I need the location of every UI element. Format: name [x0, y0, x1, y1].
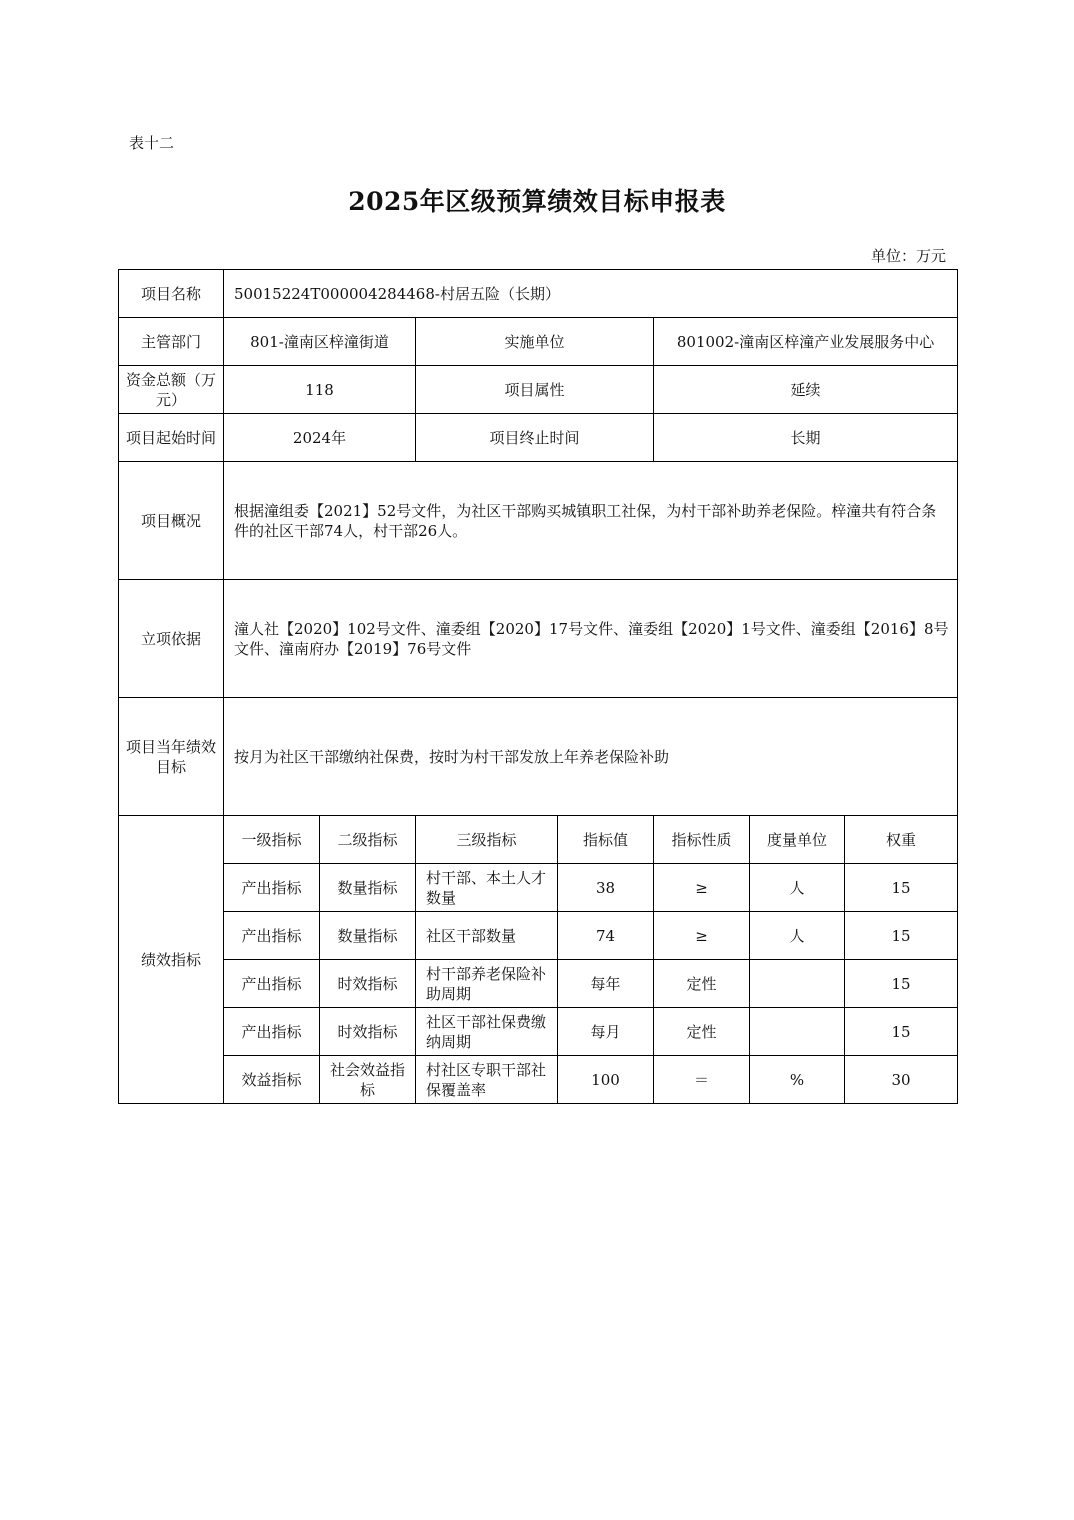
row-overview	[119, 462, 958, 580]
row-basis	[119, 580, 958, 698]
overview-label: 项目概况	[119, 462, 224, 580]
goal-text: 按月为社区干部缴纳社保费，按时为村干部发放上年养老保险补助	[224, 698, 958, 816]
header-cell: 指标值	[558, 816, 654, 864]
impl-value: 801002-潼南区梓潼产业发展服务中心	[654, 318, 958, 366]
weight-cell: 15	[845, 960, 958, 1008]
level1-cell: 产出指标	[224, 960, 320, 1008]
value-cell: 38	[558, 864, 654, 912]
start-value: 2024年	[224, 414, 416, 462]
end-label: 项目终止时间	[416, 414, 654, 462]
nature-cell: 定性	[654, 1008, 750, 1056]
level2-cell: 数量指标	[320, 864, 416, 912]
row-time	[119, 414, 958, 462]
level2-cell: 时效指标	[320, 960, 416, 1008]
fund-label: 资金总额（万元）	[119, 366, 224, 414]
unit-cell	[750, 1008, 845, 1056]
table-row	[119, 1008, 958, 1056]
weight-cell: 15	[845, 864, 958, 912]
table-row	[119, 864, 958, 912]
end-value: 长期	[654, 414, 958, 462]
level1-cell: 产出指标	[224, 912, 320, 960]
page-label: 表十二	[129, 134, 175, 152]
start-label: 项目起始时间	[119, 414, 224, 462]
value-cell: 每年	[558, 960, 654, 1008]
header-cell: 权重	[845, 816, 958, 864]
level1-cell: 产出指标	[224, 864, 320, 912]
weight-cell: 30	[845, 1056, 958, 1104]
nature-cell: ＝	[654, 1056, 750, 1104]
value-cell: 74	[558, 912, 654, 960]
weight-cell: 15	[845, 1008, 958, 1056]
header-cell: 度量单位	[750, 816, 845, 864]
header-cell: 指标性质	[654, 816, 750, 864]
indicators-section-label: 绩效指标	[119, 816, 224, 1104]
dept-value: 801-潼南区梓潼街道	[224, 318, 416, 366]
fund-value: 118	[224, 366, 416, 414]
indicator-header-row	[119, 816, 958, 864]
row-project-name	[119, 270, 958, 318]
level2-cell: 时效指标	[320, 1008, 416, 1056]
unit-cell: 人	[750, 912, 845, 960]
page-title: 2025年区级预算绩效目标申报表	[348, 187, 726, 216]
project-name-label: 项目名称	[119, 270, 224, 318]
level3-cell: 社区干部社保费缴纳周期	[416, 1008, 558, 1056]
header-cell: 二级指标	[320, 816, 416, 864]
nature-cell: ≥	[654, 864, 750, 912]
budget-form-table	[118, 269, 958, 1104]
level2-cell: 社会效益指标	[320, 1056, 416, 1104]
header-cell: 一级指标	[224, 816, 320, 864]
level3-cell: 村社区专职干部社保覆盖率	[416, 1056, 558, 1104]
row-goal	[119, 698, 958, 816]
nature-cell: ≥	[654, 912, 750, 960]
level3-cell: 社区干部数量	[416, 912, 558, 960]
goal-label: 项目当年绩效目标	[119, 698, 224, 816]
header-cell: 三级指标	[416, 816, 558, 864]
nature-cell: 定性	[654, 960, 750, 1008]
level2-cell: 数量指标	[320, 912, 416, 960]
unit-cell: 人	[750, 864, 845, 912]
row-department	[119, 318, 958, 366]
level1-cell: 产出指标	[224, 1008, 320, 1056]
row-fund	[119, 366, 958, 414]
level3-cell: 村干部养老保险补助周期	[416, 960, 558, 1008]
table-row	[119, 960, 958, 1008]
impl-label: 实施单位	[416, 318, 654, 366]
table-row	[119, 912, 958, 960]
table-row	[119, 1056, 958, 1104]
basis-label: 立项依据	[119, 580, 224, 698]
basis-text: 潼人社【2020】102号文件、潼委组【2020】17号文件、潼委组【2020】1号文件、潼委组【2016】8号文件、潼南府办【2019】76号文件	[224, 580, 958, 698]
attr-label: 项目属性	[416, 366, 654, 414]
dept-label: 主管部门	[119, 318, 224, 366]
value-cell: 100	[558, 1056, 654, 1104]
unit-cell: %	[750, 1056, 845, 1104]
unit-note: 单位：万元	[870, 247, 946, 265]
project-name-value: 50015224T000004284468-村居五险（长期）	[224, 270, 958, 318]
level1-cell: 效益指标	[224, 1056, 320, 1104]
weight-cell: 15	[845, 912, 958, 960]
attr-value: 延续	[654, 366, 958, 414]
overview-text: 根据潼组委【2021】52号文件，为社区干部购买城镇职工社保，为村干部补助养老保险。梓潼共有符合条件的社区干部74人，村干部26人。	[224, 462, 958, 580]
unit-cell	[750, 960, 845, 1008]
level3-cell: 村干部、本土人才数量	[416, 864, 558, 912]
value-cell: 每月	[558, 1008, 654, 1056]
